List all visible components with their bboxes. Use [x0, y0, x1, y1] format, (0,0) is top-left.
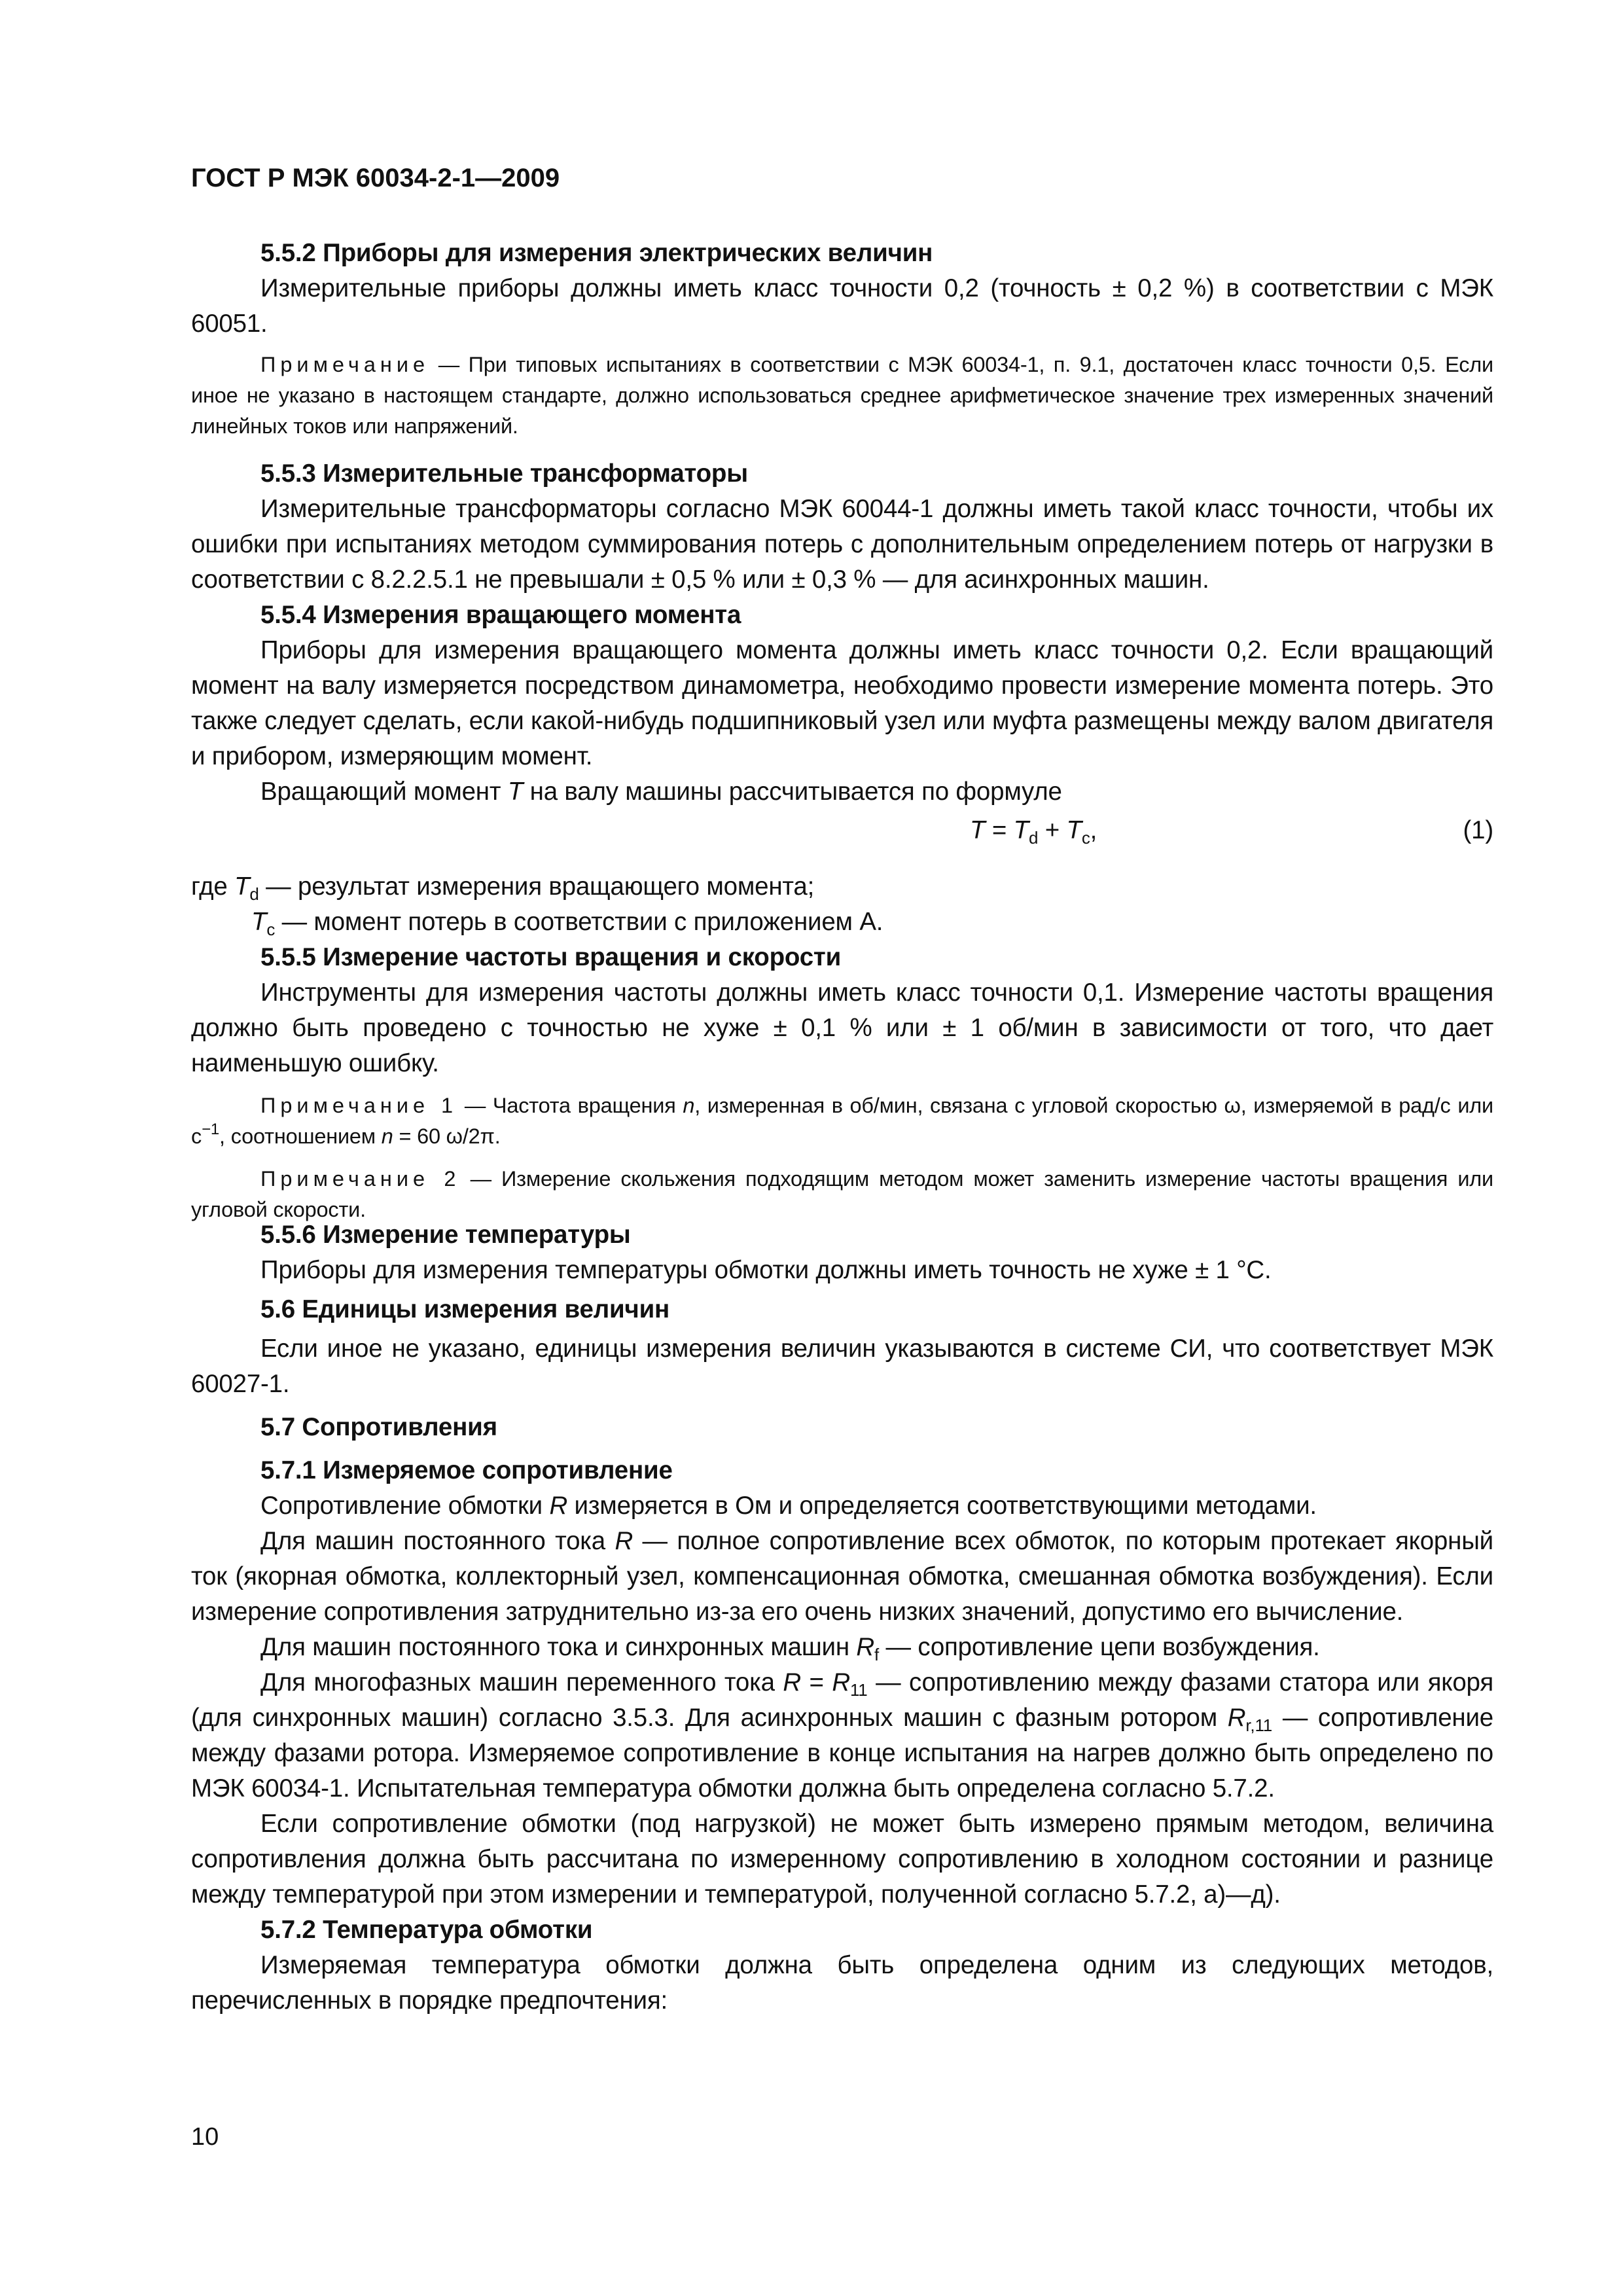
paragraph-5-7-1-d: [191, 1665, 1493, 1806]
variable-t: T: [507, 778, 524, 806]
formula-subscript: d: [1028, 828, 1039, 848]
text-run: , измеренная в об/мин, связана с угловой скоростью ω, измеряемой в рад/с или с: [191, 1094, 1494, 1148]
note-5-5-5-1: [191, 1090, 1493, 1152]
formula-var: T: [1066, 816, 1082, 844]
variable: R: [832, 1668, 850, 1696]
subscript: d: [249, 884, 259, 904]
subscript: r,11: [1245, 1715, 1273, 1735]
subscript: f: [874, 1645, 880, 1664]
variable: n: [683, 1094, 695, 1117]
note-label: Примечание: [260, 353, 430, 376]
note-5-5-2: [191, 350, 1493, 442]
formula-number: (1): [1463, 816, 1493, 844]
formula-expression: [970, 813, 1097, 848]
text-run: — сопротивлению между фазами статора или якоря (для синхронных машин) согласно 3.5.3. Для асинхронных машин с фазным ротором: [191, 1668, 1493, 1732]
text-run: Для машин постоянного тока: [260, 1527, 615, 1555]
text-run: — сопротивление между фазами ротора. Измеряемое сопротивление в конце испытания на нагрев должно быть определено по МЭК 60034-1. Испытательная температура обмотки должна быть определена согласно 5.7.2.: [191, 1704, 1493, 1803]
text-run: — момент потерь в соответствии с приложением А.: [275, 908, 883, 936]
subscript: c: [266, 920, 276, 939]
page-number: 10: [191, 2123, 219, 2151]
section-heading-5-6: 5.6 Единицы измерения величин: [260, 1295, 670, 1323]
text-run: Вращающий момент: [260, 778, 508, 806]
formula-subscript: c: [1081, 828, 1090, 848]
section-heading-5-5-3: 5.5.3 Измерительные трансформаторы: [260, 459, 748, 488]
formula-var: T: [1013, 816, 1029, 844]
paragraph-5-5-2: Измерительные приборы должны иметь класс точности 0,2 (точность ± 0,2 %) в соответствии с МЭК 60051.: [191, 274, 1493, 338]
text-run: — результат измерения вращающего момента;: [259, 872, 815, 901]
text-run: измеряется в Ом и определяется соответствующими методами.: [567, 1492, 1317, 1520]
note-label: Примечание 2: [260, 1167, 461, 1191]
section-heading-5-7: 5.7 Сопротивления: [260, 1413, 497, 1441]
paragraph-5-7-1-b: [191, 1524, 1493, 1630]
paragraph-5-7-2: Измеряемая температура обмотки должна быть определена одним из следующих методов, перечисленных в порядке предпочтения:: [191, 1951, 1493, 2015]
formula-var: T: [970, 816, 986, 844]
superscript: −1: [202, 1121, 220, 1138]
text-run: на валу машины рассчитывается по формуле: [523, 778, 1062, 806]
content-block-1: [191, 236, 1493, 810]
paragraph-5-6: Если иное не указано, единицы измерения величин указываются в системе СИ, что соответствует МЭК 60027-1.: [191, 1335, 1493, 1398]
variable: R: [549, 1492, 568, 1520]
content-block-3: [191, 1217, 1493, 2018]
paragraph-5-7-1-c: [191, 1630, 1493, 1665]
text-run: = 60 ω/2π.: [393, 1124, 501, 1148]
text-run: Сопротивление обмотки: [260, 1492, 550, 1520]
formula-punct: ,: [1090, 816, 1097, 844]
formula-op: =: [985, 816, 1014, 844]
formula-intro: [191, 774, 1493, 810]
text-run: Для многофазных машин переменного тока: [260, 1668, 783, 1696]
variable: R: [783, 1668, 801, 1696]
text-run: — сопротивление цепи возбуждения.: [879, 1633, 1320, 1661]
variable: R: [856, 1633, 875, 1661]
section-heading-5-7-2: 5.7.2 Температура обмотки: [260, 1916, 593, 1944]
paragraph-5-5-6: Приборы для измерения температуры обмотки должны иметь точность не хуже ± 1 °С.: [260, 1256, 1272, 1284]
section-heading-5-5-6: 5.5.6 Измерение температуры: [260, 1221, 631, 1249]
section-heading-5-7-1: 5.7.1 Измеряемое сопротивление: [260, 1456, 673, 1484]
paragraph-5-5-5: Инструменты для измерения частоты должны иметь класс точности 0,1. Измерение частоты вращения должно быть проведено с точностью не хуже ± 0,1 % или ± 1 об/мин в зависимости от того, что дает наименьшую ошибку.: [191, 978, 1493, 1077]
text-run: — полное сопротивление всех обмоток, по которым протекает якорный ток (якорная обмотка, коллекторный узел, компенсационная обмотка, смешанная обмотка возбуждения). Если измерение сопротивления затруднительно из-за его очень низких значений, допустимо его вычисление.: [191, 1527, 1493, 1626]
note-text: — При типовых испытаниях в соответствии с МЭК 60034-1, п. 9.1, достаточен класс точности 0,5. Если иное не указано в настоящем стандарте, должно использоваться среднее арифметическое значение трех измеренных значений линейных токов или напряжений.: [191, 353, 1493, 438]
variable: R: [615, 1527, 633, 1555]
paragraph-5-7-1-a: [191, 1488, 1493, 1524]
note-5-5-5-2: [191, 1164, 1493, 1225]
formula-op: +: [1038, 816, 1067, 844]
text-run: =: [800, 1668, 832, 1696]
paragraph-5-5-4: Приборы для измерения вращающего момента должны иметь класс точности 0,2. Если вращающий момент на валу измеряется посредством динамометра, необходимо провести измерение момента потерь. Это также следует сделать, если какой-нибудь подшипниковый узел или муфта размещены между валом двигателя и прибором, измеряющим момент.: [191, 636, 1493, 770]
where-line-2: [191, 905, 1493, 940]
text-run: Для машин постоянного тока и синхронных машин: [260, 1633, 857, 1661]
section-heading-5-5-5: 5.5.5 Измерение частоты вращения и скорости: [260, 943, 842, 971]
formula-1: [191, 813, 1493, 848]
where-line-1: [191, 869, 1493, 905]
section-heading-5-5-4: 5.5.4 Измерения вращающего момента: [260, 601, 741, 629]
note-label: Примечание 1: [260, 1094, 458, 1117]
where-word: где: [191, 872, 235, 901]
subscript: 11: [849, 1680, 868, 1700]
variable: T: [234, 872, 250, 901]
section-heading-5-5-2: 5.5.2 Приборы для измерения электрических величин: [260, 239, 933, 267]
paragraph-5-5-3: Измерительные трансформаторы согласно МЭК 60044-1 должны иметь такой класс точности, чтобы их ошибки при испытаниях методом суммирования потерь с дополнительным определением потерь от нагрузки в соответствии с 8.2.2.5.1 не превышали ± 0,5 % или ± 0,3 % — для асинхронных машин.: [191, 495, 1493, 594]
text-run: — Измерение скольжения подходящим методом может заменить измерение частоты вращения или угловой скорости.: [191, 1167, 1493, 1221]
text-run: , соотношением: [219, 1124, 382, 1148]
variable: T: [251, 908, 267, 936]
document-id: ГОСТ Р МЭК 60034-2-1—2009: [191, 164, 560, 192]
paragraph-5-7-1-e: Если сопротивление обмотки (под нагрузкой) не может быть измерено прямым методом, величина сопротивления должна быть рассчитана по измеренному сопротивлению в холодном состоянии и разнице между температурой при этом измерении и температурой, полученной согласно 5.7.2, а)—д).: [191, 1810, 1493, 1909]
variable: R: [1227, 1704, 1246, 1732]
text-run: — Частота вращения: [457, 1094, 683, 1117]
content-block-2: [191, 869, 1493, 1225]
variable: n: [381, 1124, 393, 1148]
